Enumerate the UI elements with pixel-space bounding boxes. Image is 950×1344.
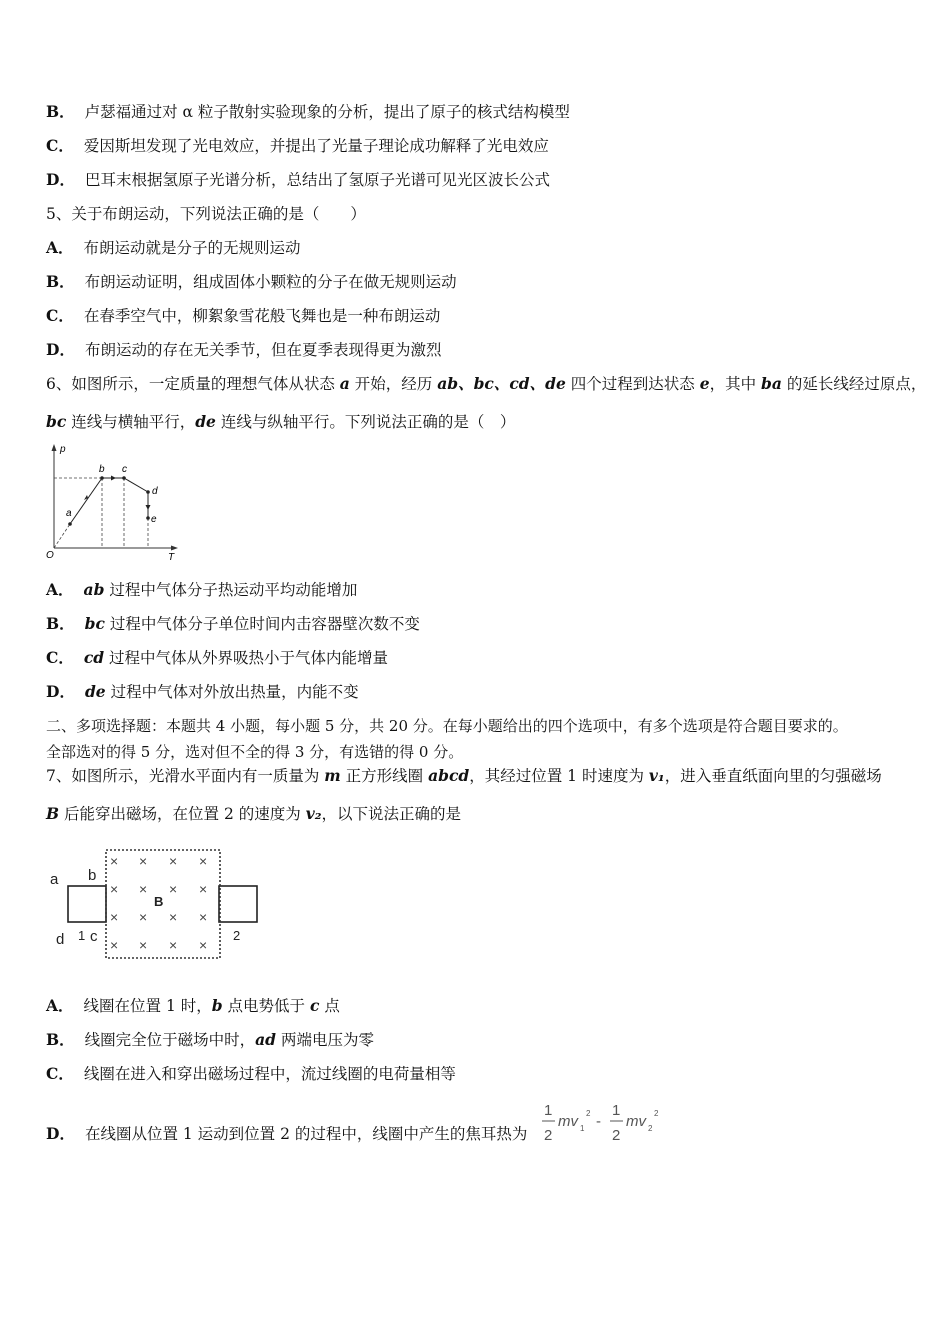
cross: × — [139, 853, 148, 869]
q4-option-b: B． 卢瑟福通过对 α 粒子散射实验现象的分析，提出了原子的核式结构模型 — [46, 102, 570, 121]
cross: × — [199, 909, 208, 925]
axis-y-label: p — [60, 444, 66, 455]
cross: × — [139, 937, 148, 953]
q4-option-c: C． 爱因斯坦发现了光电效应，并提出了光量子理论成功解释了光电效应 — [46, 136, 549, 155]
point-a — [68, 522, 72, 526]
frac2-num: 1 — [612, 1102, 621, 1119]
term2-sup: 2 — [654, 1109, 659, 1118]
position-label-1: 1 — [78, 928, 86, 943]
cross: × — [169, 909, 178, 925]
field-label-b: B — [154, 894, 164, 909]
y-axis-arrow — [52, 444, 57, 451]
cross: × — [169, 853, 178, 869]
q6-option-c: C． cd 过程中气体从外界吸热小于气体内能增量 — [46, 648, 389, 667]
label-a: a — [66, 508, 72, 519]
q7-stem-line1: 7、如图所示，光滑水平面内有一质量为 m 正方形线圈 abcd，其经过位置 1 时速度为 v₁，进入垂直纸面向里的匀强磁场 — [46, 766, 882, 785]
q5-stem: 5、关于布朗运动，下列说法正确的是（ ） — [46, 205, 366, 223]
cross: × — [110, 881, 119, 897]
q7-option-d: D． 在线圈从位置 1 运动到位置 2 的过程中，线圈中产生的焦耳热为 — [46, 1124, 528, 1143]
coil-position-2 — [219, 886, 257, 922]
arrow-bc — [111, 476, 116, 481]
q6-stem-line2: bc 连线与横轴平行，de 连线与纵轴平行。下列说法正确的是（ ） — [46, 412, 516, 431]
point-c — [122, 476, 126, 480]
coil-label-c: c — [90, 928, 98, 945]
q6-option-a: A． ab 过程中气体分子热运动平均动能增加 — [46, 580, 358, 599]
axis-x-label: T — [168, 552, 175, 563]
q5-option-a: A． 布朗运动就是分子的无规则运动 — [46, 238, 301, 257]
x-axis-arrow — [171, 546, 178, 551]
process-cd — [124, 478, 148, 492]
section2-header-line2: 全部选对的得 5 分，选对但不全的得 3 分，有选错的得 0 分。 — [46, 743, 464, 761]
term1-sup: 2 — [586, 1109, 591, 1118]
q6-option-b: B． bc 过程中气体分子单位时间内击容器壁次数不变 — [46, 614, 420, 633]
cross: × — [169, 937, 178, 953]
frac1-den: 2 — [544, 1127, 553, 1144]
q7-option-c: C． 线圈在进入和穿出磁场过程中，流过线圈的电荷量相等 — [46, 1064, 456, 1083]
frac1-num: 1 — [544, 1102, 553, 1119]
term2-mv: mv — [626, 1113, 646, 1130]
q7-magnetic-field-diagram — [44, 840, 274, 970]
term1-sub: 1 — [580, 1124, 585, 1133]
cross: × — [139, 881, 148, 897]
cross: × — [169, 881, 178, 897]
coil-position-1 — [68, 886, 106, 922]
arrow-de — [146, 505, 151, 510]
label-e: e — [151, 514, 157, 525]
cross: × — [110, 937, 119, 953]
point-d — [146, 490, 150, 494]
coil-label-a: a — [50, 871, 59, 888]
process-ab — [70, 478, 102, 524]
coil-label-b: b — [88, 867, 97, 884]
label-d: d — [152, 486, 158, 497]
coil-label-d: d — [56, 931, 65, 948]
cross: × — [199, 853, 208, 869]
point-b — [100, 476, 104, 480]
q7-joule-heat-formula — [538, 1098, 668, 1150]
origin-extension-dash — [54, 524, 70, 548]
q6-pt-diagram — [40, 440, 190, 565]
cross: × — [199, 881, 208, 897]
minus-sign: - — [596, 1113, 601, 1130]
q7-option-b: B． 线圈完全位于磁场中时，ad 两端电压为零 — [46, 1030, 374, 1049]
q4-option-d: D． 巴耳末根据氢原子光谱分析，总结出了氢原子光谱可见光区波长公式 — [46, 170, 550, 189]
origin-label: O — [46, 550, 54, 561]
q5-option-d: D． 布朗运动的存在无关季节，但在夏季表现得更为激烈 — [46, 340, 442, 359]
cross: × — [199, 937, 208, 953]
cross: × — [110, 853, 119, 869]
point-e — [146, 516, 150, 520]
q6-option-d: D． de 过程中气体对外放出热量，内能不变 — [46, 682, 359, 701]
q6-stem-line1: 6、如图所示，一定质量的理想气体从状态 a 开始，经历 ab、bc、cd、de 四个过程到达状态 e，其中 ba 的延长线经过原点， — [46, 374, 927, 393]
q7-stem-line2: B 后能穿出磁场，在位置 2 的速度为 v₂，以下说法正确的是 — [46, 804, 461, 823]
section2-header-line1: 二、多项选择题：本题共 4 小题，每小题 5 分，共 20 分。在每小题给出的四个选项中，有多个选项是符合题目要求的。 — [46, 717, 848, 735]
position-label-2: 2 — [233, 928, 241, 943]
label-c: c — [122, 464, 127, 475]
term1-mv: mv — [558, 1113, 578, 1130]
q7-option-a: A． 线圈在位置 1 时，b 点电势低于 c 点 — [46, 996, 340, 1015]
q5-option-c: C． 在春季空气中，柳絮象雪花般飞舞也是一种布朗运动 — [46, 306, 441, 325]
label-b: b — [99, 464, 105, 475]
cross: × — [110, 909, 119, 925]
frac2-den: 2 — [612, 1127, 621, 1144]
cross: × — [139, 909, 148, 925]
term2-sub: 2 — [648, 1124, 653, 1133]
q5-option-b: B． 布朗运动证明，组成固体小颗粒的分子在做无规则运动 — [46, 272, 457, 291]
